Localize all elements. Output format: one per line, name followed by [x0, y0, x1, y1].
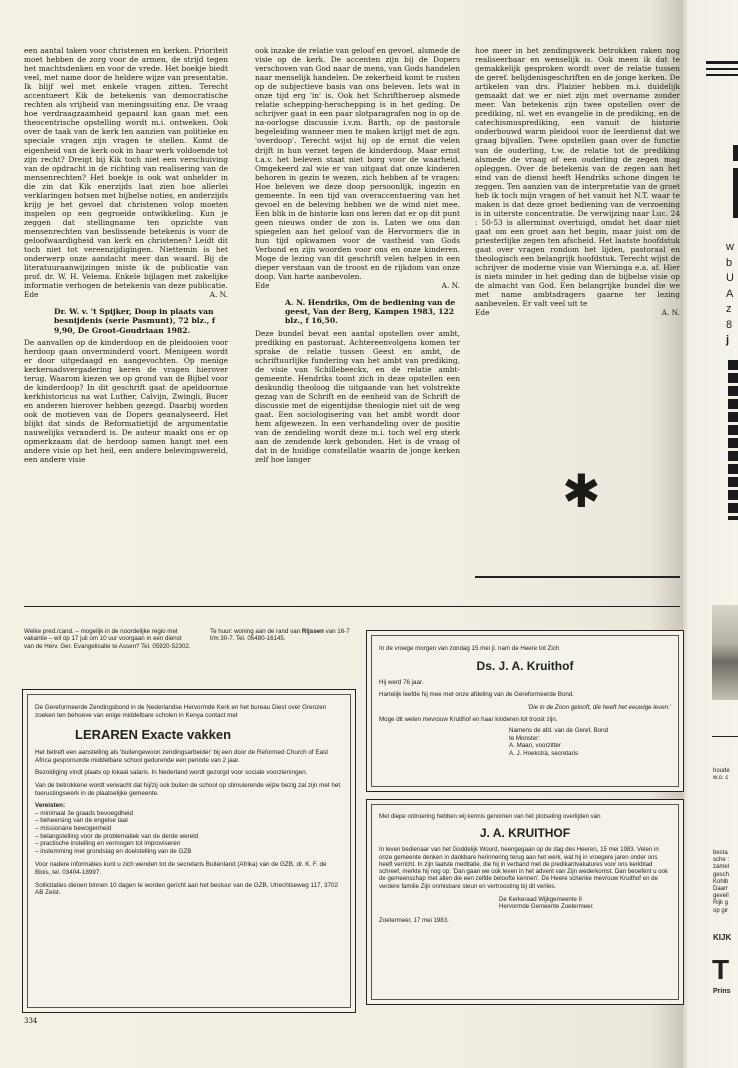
review-heading: A. N. Hendriks, Om de bediening van de geest, Van der Berg, Kampen 1983, 122 blz., f 16,50. [285, 298, 456, 326]
review-heading: Dr. W. v. 't Spijker, Doop in plaats van besnijdenis (serie Pasmunt), 72 blz., f 9,90, De Groot-Goudriaan 1982. [54, 307, 216, 335]
requirements-list: – minimaal 3e graads bevoegdheid – beheersing van de engelse taal – missionaire bewogenheid – belangstelling voor de problematiek van de derde wereld – practische instelling en vermogen tot improviseren – instemming met grondslag en doelstelling van de GZB [35, 809, 199, 855]
ad-intro: De Gereformeerde Zendingsbond in de Nederlandse Hervormde Kerk en het bureau Diest over Grenzen zoeken ten behoeve van enige middelbare scholen in Kenya contact met [35, 704, 327, 719]
edge-photo [712, 605, 738, 700]
asterisk-ornament: ✱ [562, 464, 601, 518]
edge-rule [706, 68, 738, 70]
edge-small-text: besta sche : zamel gesch Kohlb Daarr geveil Rijk g op gir [713, 850, 730, 914]
signature: Ede A. N. [255, 281, 460, 291]
column-3-text: hoe meer in het zendingswerk betrokken raken nog realiseerbaar en wenselijk is. Ook meen ik dat te gemakkelijk gesproken wordt over de relatie tussen de geref. belijdenisgeschriften en de jonge kerken. De artikelen van drs. Plaizier hebben m.i. duidelijk gemaakt dat we er niet zijn met overname zonder meer. Van betekenis zijn twee opstellen over de prediking, nl. wet en evangelie in de prediking, en de catechismusprediking, een vanuit de historie onderbouwd warm pleidooi voor de leerdienst dat we graag bijvallen. Twee opstellen gaan over de functie van de ouderling, t.w. de relatie tot de prediking alsmede de vraag of een ouderling de zegen mag opleggen. Over de betekenis van de zegen aan het eind van de dienst heeft Hendriks schone dingen te zeggen. Ten aanzien van de interpretatie van de groet heb ik toch mijn vragen of het vanuit het N.T. waar te maken is dat deze groet bediening van de verzoening is in uiterste concentratie. De verwijzing naar Luc. 24 : 50-53 is allerminst overtuigd, omdat het daar niet gaat om een groet aan het begin, maar juist om de priesterlijke zegen ten afscheid. Het laatste hoofdstuk gaat over vragen rondom het lijden, pastoraal en theologisch een belangrijk hoofdstuk. Terecht wijst de schrijver de moderne visie van Wiersinga e.a. af. Hier is niets minder in het geding dan de bijbelse visie op de almacht van God. Een belangrijke bundel die we met name ambtsdragers gaarne ter lezing aanbevelen. Er valt veel uit te [475, 46, 680, 309]
article-column-1 [24, 46, 228, 592]
page-number: 334 [24, 1017, 38, 1025]
edge-bottom-text: Prins [713, 988, 731, 995]
edge-rule [706, 61, 738, 64]
edge-kijk: KIJK [713, 933, 732, 942]
signature: Ede A. N. [475, 308, 680, 318]
column-1-text: een aantal taken voor christenen en kerken. Prioriteit moet hebben de zorg voor de armen, de strijd tegen het machtsdenken en voor de vrede. Het boekje biedt veel, met name door de heldere wijze van presentatie. Ik blijf wel met enkele vragen zitten. Terecht accentueert Kik de betekenis van democratische rechten als vrijheid van meningsuiting enz. De vraag hoe verdraagzaamheid gepaard kan gaan met een theocentrische opstelling wordt m.i. ontweken. Ook over de taak van de kerk ten aanzien van politieke en speciale vragen zijn vragen te stellen. Komt de eigenheid van de kerk ook in haar werk voldoende tot zijn recht? Dreigt bij Kik toch niet een verschuiving van de opdracht in de richting van realisering van de mensenrechten? Het boekje is ook wat onhelder in die zin dat Kik enerzijds laat zien hoe allerlei verklaringen botsen met bijbelse noties, en anderzijds krijg je het gevoel dat christenen volop moeten inspelen op een gegroeide ontwikkeling. Kun je zeggen dat stellingname ten opzichte van mensenrechten van beslissende betekenis is voor de geloofwaardigheid van kerk en christenen? Leidt dit toch niet tot vereenzijdigingen. Niettemin is het onderwerp onze aandacht meer dan waard. Bij de literatuuraanwijzingen miste ik de publicatie van prof. dr. W. H. Velema. Enkele bijlagen met zakelijke informatie verhogen de betekenis van deze publicatie. [24, 46, 228, 291]
edge-big-letter: T [712, 954, 730, 985]
review-text: De aanvallen op de kinderdoop en de pleidooien voor herdoop gaan onverminderd voort. Menigeen wordt er door uitgedaagd en aangevochten. Op menige kerkeraadsvergadering keren de vragen hierover terug. Waarom kiezen we op grond van de Bijbel voor de kinderdoop? In dit geschrift gaat de apeldoornse kerkhistoricus na wat Luther, Calvijn, Zwingli, Bucer en anderen hierover hebben gezegd. Daarbij worden ook de motieven van de Dopers geanalyseerd. Het blijkt dat sinds de Reformatietijd de argumentatie nauwelijks veranderd is. De auteur maakt ons er op opmerkzaam dat de herdoop samen hangt met een andere visie op het heil, een andere belevingswereld, een andere visie [24, 337, 228, 465]
column-2-text: ook inzake de relatie van geloof en gevoel, alsmede de visie op de kerk. De accenten zijn bij de Dopers verschoven van God naar de mens, van Gods handelen naar menselijk handelen. De zekerheid komt te rusten op de subjectieve basis van ons beleven. Iets wat in onze tijd erg 'in' is. Ook het Schriftberoep alsmede relatie schepping-herschepping is in het geding. De schrijver gaat in een paar slotparagrafen nog in op de na-oorlogse discussie i.v.m. Barth, op de pastorale begeleiding wanneer men te maken krijgt met de zgn. 'overdoop'. Terecht wijst hij op de ernst die velen drijft in hun verzet tegen de kinderdoop. Maar ernst t.a.v. het beleven staat niet borg voor de waarheid. Omgekeerd zal wie er van uitgaat dat onze kinderen behoren in gezin te wezen, zich hebben af te vragen: Hoe beleven we deze doop persoonlijk, ingezin en gemeente. In een tijd van overaccentuering van het gevoel en de beleving hebben we de wind niet mee. Een blik in de historie kan ons leren dat er op dit punt geen nieuws onder de zon is. Laten we ons dan spiegelen aan het geloof van de Hervormers die in hun tijd opkwamen voor de vastheid van Gods Verbond en zijn woorden voor ons en onze kinderen. Moge de lezing van dit geschrift velen helpen in een dieper verstaan van de troost en de rijkdom van onze doop. Van harte aanbevolen. [255, 46, 460, 282]
edge-block [728, 360, 738, 520]
small-ad-preacher: Welke pred./cand. – mogelijk in de noordelijke regio met vakantie – wil op 17 juli om 10 uur voorgaan in een dienst van de Herv. Ger. Evangelisatie te Assen? Tel. 05920-52302. [24, 628, 191, 650]
edge-text: w b U A z 8 j [726, 241, 734, 346]
notice-name: Ds. J. A. Kruithof [476, 658, 574, 673]
article-column-3 [475, 46, 680, 376]
small-ad-rent: Te huur: woning aan de rand van Rijssen van 16-7 t/m 30-7. Tel. 05480-16145. [210, 628, 350, 643]
signature: Ede A. N. [24, 290, 228, 300]
edge-small-text: houde w.o. c [713, 768, 730, 782]
edge-rule [712, 736, 738, 737]
edge-block [733, 168, 738, 218]
next-page-edge [683, 0, 738, 1068]
column-3-rule [475, 576, 680, 578]
edge-rule [706, 74, 738, 76]
review-text: Deze bundel bevat een aantal opstellen over ambt, prediking en pastoraat. Achtereenvolgens komen ter sprake de relatie tussen Geest en ambt, de schriftuurlijke fundering van het ambt van prediking, de visie van Schillebeeckx, en de relatie ambt-gemeente. Hendriks toont zich in deze opstellen een deskundig theoloog die uitgaande van het volstrekte gezag van de Schrift en de eenheid van de Schrift de discussie met de eigentijdse theologie niet uit de weg gaat. Een sociologisering van het ambt wordt door hem afgewezen. In een verhandeling over de positie van de zendeling wordt deze m.i. toch wel erg sterk aan de zendende kerk gebonden. Het is de vraag of dat in de huidige constellatie waarin de jonge kerken zelf hoe langer [255, 328, 460, 465]
death-notice-kerkeraad: Met diepe ontroering hebben wij kennis genomen van het plotseling overlijden van J. A. KRUITHOF In leven bedienaar van het Goddelijk Woord, heengegaan op de dag des Heeren, 15 mei 1983. Velen in onze gemeente denken in dankbare herinnering terug aan het werk, wat hij in vroegere jaren onder ons heeft verricht. In zijn laatste meditatie, die hij in verband met de predikantvakatures voor ons kerkblad schreef, merkte hij nog op: 'Dan gaan we ook leven in het advent van Zijn wederkomst. Dan beoefent u ook de gemeenschap met allen die een zelfde beloofte kennen'. De Heere schenke mevrouw Kruithof en de verdere familie Zijn onmisbare steun en vertroosting bij dit verlies. De Kerkeraad Wijkgemeente II Hervormde Gemeente Zoetermeer. Zoetermeer, 17 mei 1983. [366, 799, 684, 1005]
article-column-2 [255, 46, 460, 592]
edge-block [733, 145, 738, 161]
notice-name: J. A. KRUITHOF [479, 826, 571, 841]
leraren-ad: De Gereformeerde Zendingsbond in de Nederlandse Hervormde Kerk en het bureau Diest over Grenzen zoeken ten behoeve van enige middelbare scholen in Kenya contact met LERAREN Exacte vakken Het betreft een aanstelling als 'buitengewoon zendingsarbeider' bij een door de Reformed Church of East Africa gesponsorde middelbare school gedurende een periode van 2 jaar. Bezoldiging vindt plaats op lokaal salaris. In Nederland wordt gezorgd voor sociale voorzieningen. Van de betrokkene wordt verwacht dat hij/zij ook buiten de school op stimulerende wijze bezig zal zijn met het toerustingswerk in de plaatselijke gemeente. Vereisten: – minimaal 3e graads bevoegdheid – beheersing van de engelse taal – missionaire bewogenheid – belangstelling voor de problematiek van de derde wereld – practische instelling en vermogen tot improviseren – instemming met grondslag en doelstelling van de GZB Voor nadere informaties kunt u zich wenden tot de secretaris Buitenland (Afrika) van de GZB, dr. K. F. de Blois, tel. 03404-18997. Sollicitaties dienen binnen 10 dagen te worden gericht aan het bestuur van de GZB, Utrechtseweg 117, 3702 AB Zeist. [22, 689, 356, 1013]
section-rule [24, 606, 680, 607]
death-notice-bond: In de vroege morgen van zondag 15 mei jl. nam de Heere tot Zich Ds. J. A. Kruithof Hij werd 76 jaar. Hartelijk leefde hij mee met onze afdeling van de Gereformeerde Bond. 'Die in de Zoon gelooft, die heeft het eeuwige leven.' Moge dit weten mevrouw Kruithof en haar kinderen tot troost zijn. Namens de afd. van de Geref. Bond te Monster: A. Maan, voorzitter A. J. Hoekstra, secretaris [366, 630, 684, 792]
ad-title: LERAREN Exacte vakken [75, 727, 232, 743]
